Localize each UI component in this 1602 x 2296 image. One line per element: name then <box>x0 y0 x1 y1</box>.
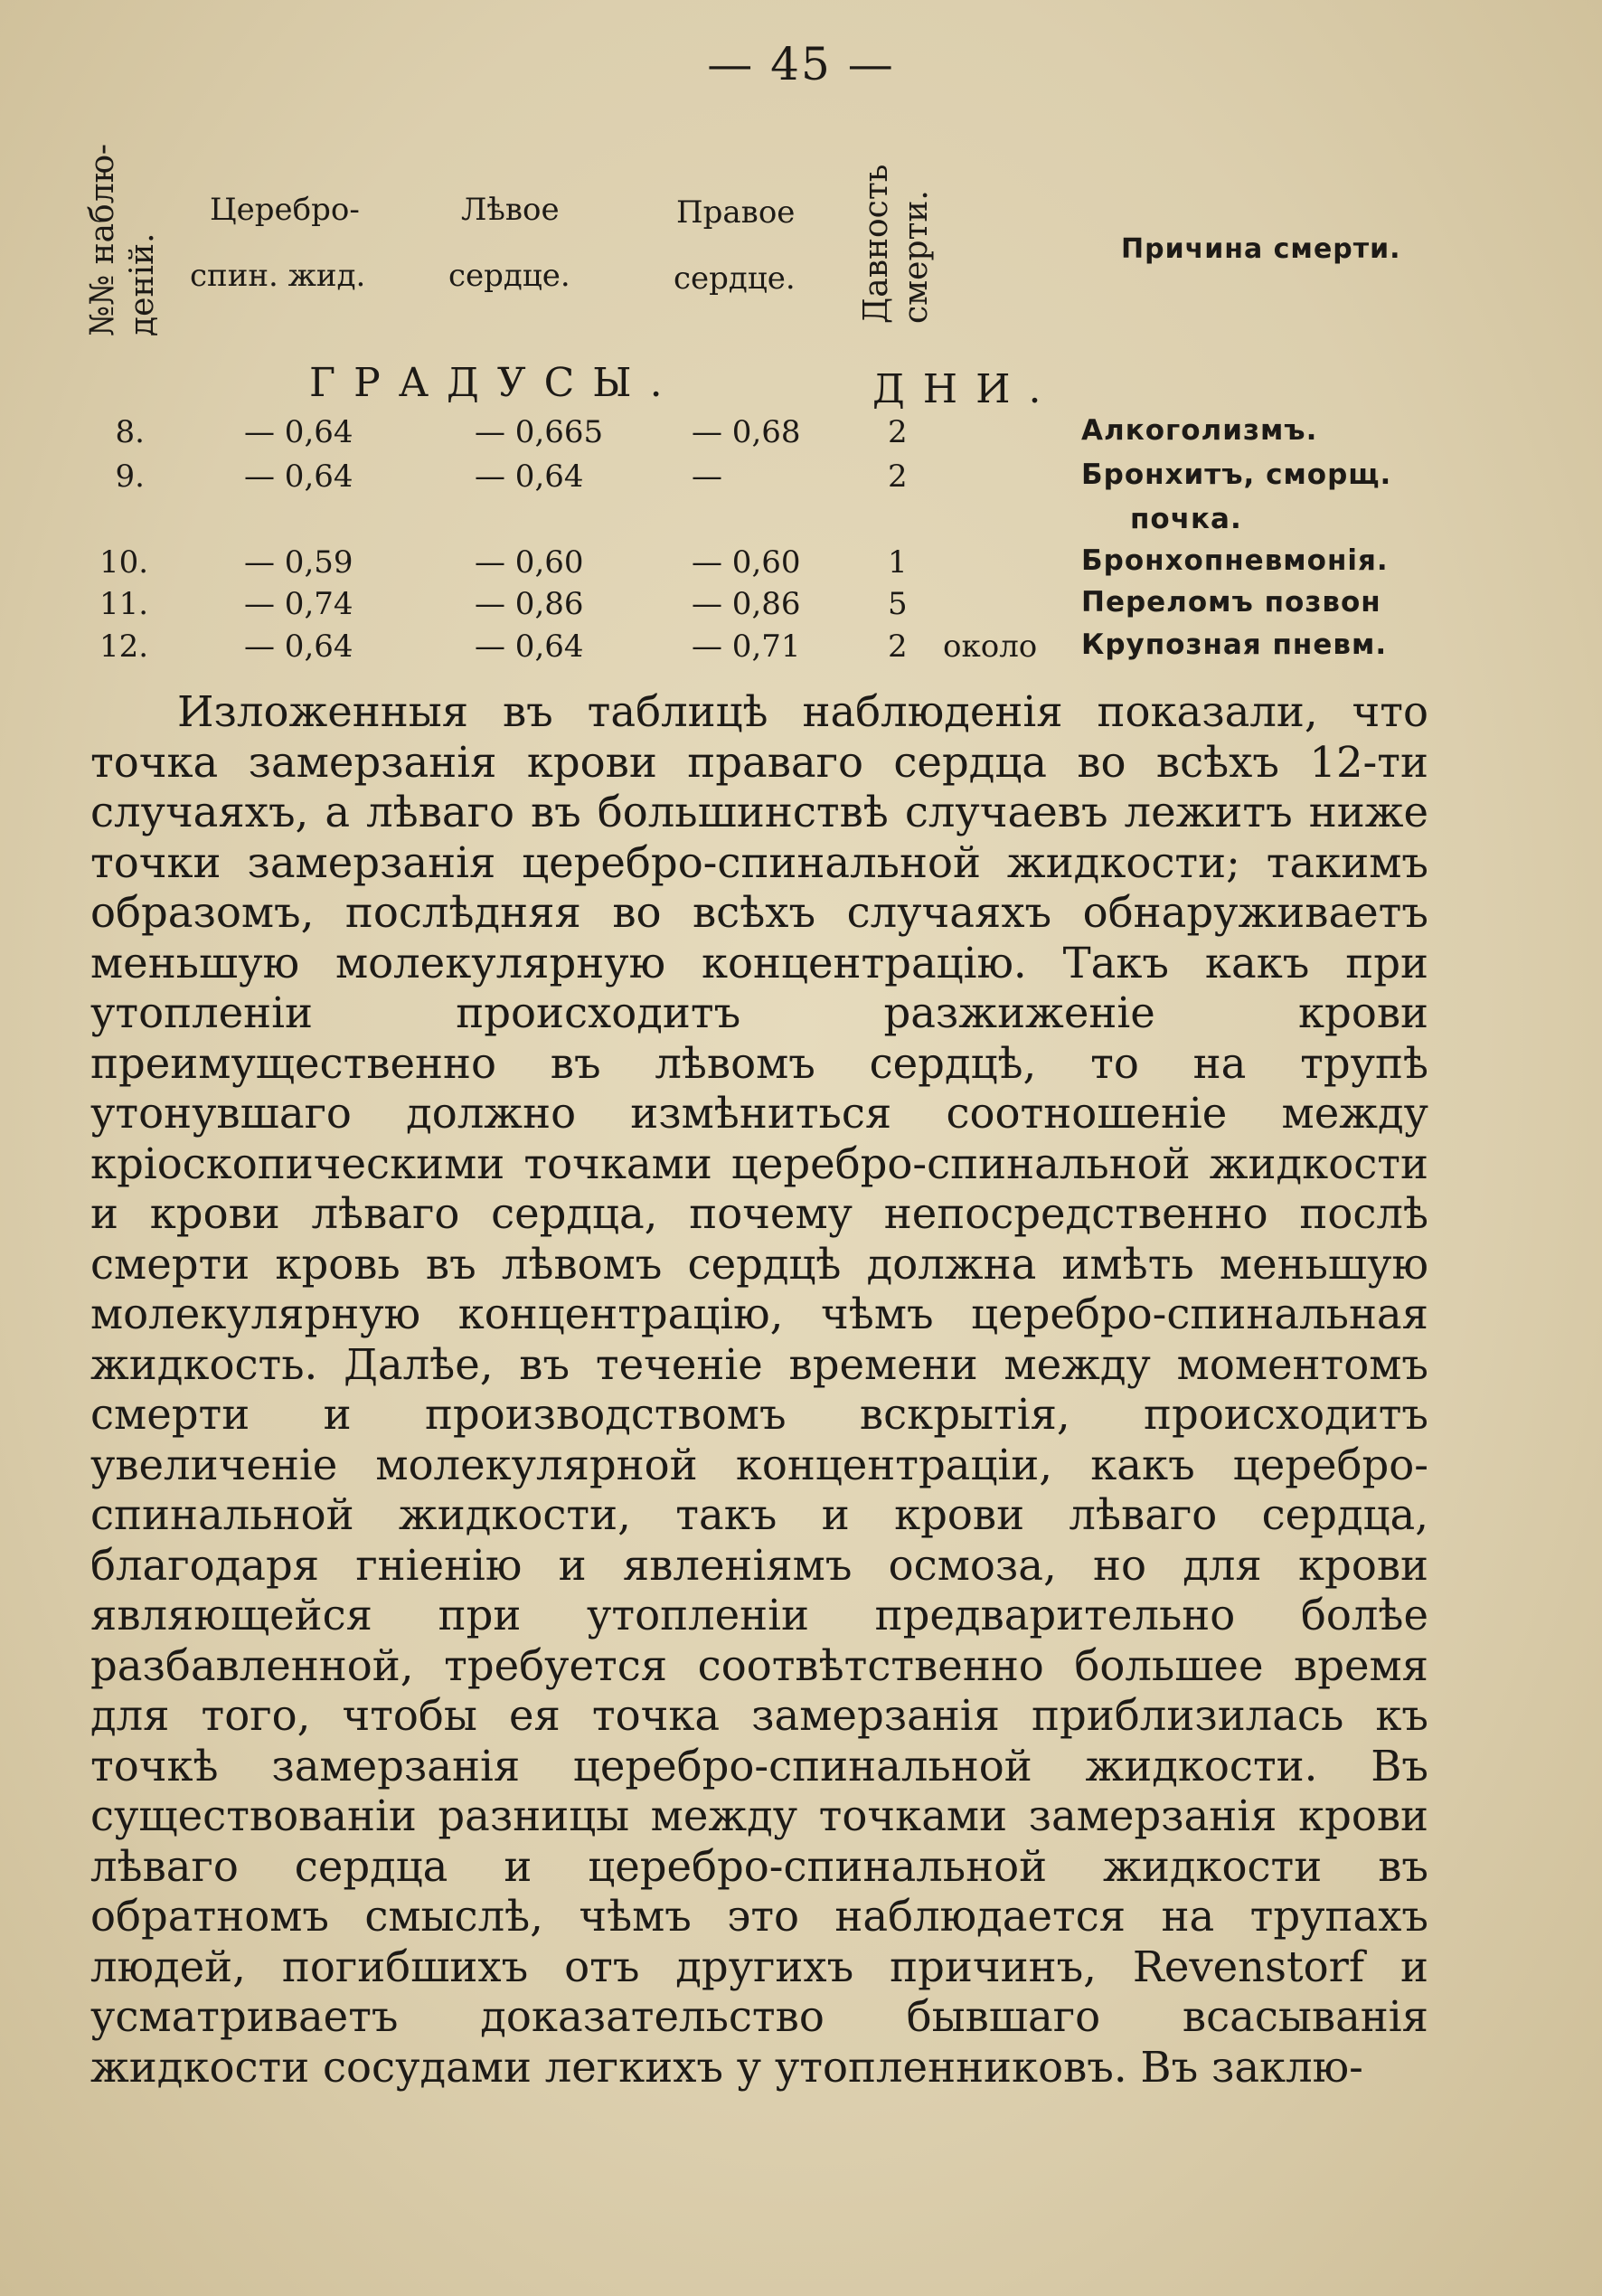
table-row <box>0 544 1602 586</box>
header-duration <box>857 165 937 324</box>
cell-right-heart: — <box>692 458 722 495</box>
cell-cause: Бронхопневмонія. <box>1081 544 1389 577</box>
cell-days: 2 <box>888 414 908 450</box>
cell-right-heart: — 0,86 <box>692 586 801 622</box>
cell-csf: — 0,64 <box>244 414 353 450</box>
page-number: — 45 — <box>707 38 895 90</box>
cell-left-heart: — 0,64 <box>475 458 584 495</box>
header-cause: Причина смерти. <box>1121 233 1401 265</box>
table-row <box>0 586 1602 628</box>
cell-csf: — 0,64 <box>244 628 353 665</box>
header-left-heart-line2: сердце. <box>448 258 570 294</box>
cell-right-heart: — 0,60 <box>692 544 801 581</box>
header-right-heart-line2: сердце. <box>674 260 796 297</box>
header-csf-line2: спин. жид. <box>190 258 366 294</box>
table-row <box>0 458 1602 500</box>
cell-obs-no: 9. <box>115 458 145 495</box>
cell-cause: Алкоголизмъ. <box>1081 414 1318 447</box>
header-obs-no <box>83 144 163 336</box>
body-text <box>90 687 1428 2093</box>
header-duration-line1: Давность <box>858 164 895 324</box>
cell-left-heart: — 0,86 <box>475 586 584 622</box>
cell-obs-no: 11. <box>99 586 149 622</box>
units-days: ДНИ. <box>872 366 1060 412</box>
units-degrees: ГРАДУСЫ. <box>309 360 681 406</box>
cell-right-heart: — 0,71 <box>692 628 801 665</box>
table-row <box>0 628 1602 670</box>
cell-csf: — 0,64 <box>244 458 353 495</box>
cell-right-heart: — 0,68 <box>692 414 801 450</box>
cell-cause: Переломъ позвон <box>1081 586 1381 619</box>
table-row <box>0 503 1602 544</box>
cell-days: 5 <box>888 586 908 622</box>
cell-obs-no: 8. <box>115 414 145 450</box>
header-csf-line1: Церебро- <box>210 192 360 228</box>
cell-days: 2 <box>888 458 908 495</box>
header-obs-no-line1: №№ наблю- <box>84 143 121 336</box>
header-left-heart-line1: Лѣвое <box>461 192 560 228</box>
header-duration-line2: смерти. <box>898 190 935 324</box>
cell-left-heart: — 0,665 <box>475 414 604 450</box>
cell-left-heart: — 0,60 <box>475 544 584 581</box>
header-right-heart-line1: Правое <box>676 194 796 231</box>
cell-csf: — 0,74 <box>244 586 353 622</box>
cell-left-heart: — 0,64 <box>475 628 584 665</box>
cell-note: около <box>943 628 1038 665</box>
cell-obs-no: 12. <box>99 628 149 665</box>
cell-csf: — 0,59 <box>244 544 353 581</box>
cell-obs-no: 10. <box>99 544 149 581</box>
cell-cause: Крупозная пневм. <box>1081 628 1388 661</box>
body-paragraph: Изложенныя въ таблицѣ наблюденія показали, что точка замерзанія крови праваго сердца во всѣхъ 12-ти случаяхъ, а лѣваго въ большинствѣ случаевъ лежитъ ниже точки замерзанія церебро-спинальной жидкости; такимъ образомъ, послѣдняя во всѣхъ случаяхъ обнаруживаетъ меньшую молекулярную концентрацію. Такъ какъ при утопленіи происходитъ разжиженіе крови преимущественно въ лѣвомъ сердцѣ, то на трупѣ утонувшаго должно измѣниться соотношеніе между кріоскопическими точками церебро-спинальной жидкости и крови лѣваго сердца, почему непосредственно послѣ смерти кровь въ лѣвомъ сердцѣ должна имѣть меньшую молекулярную концентрацію, чѣмъ церебро-спинальная жидкость. Далѣе, въ теченіе времени между моментомъ смерти и производствомъ вскрытія, происходитъ увеличеніе молекулярной концентраціи, какъ церебро-спинальной жидкости, такъ и крови лѣваго сердца, благодаря гніенію и явленіямъ осмоза, но для крови являющейся при утопленіи предварительно болѣе разбавленной, требуется соотвѣтственно большее время для того, чтобы ея точка замерзанія приблизилась къ точкѣ замерзанія церебро-спинальной жидкости. Въ существованіи разницы между точками замерзанія крови лѣваго сердца и церебро-спинальной жидкости въ обратномъ смыслѣ, чѣмъ это наблюдается на трупахъ людей, погибшихъ отъ другихъ причинъ, Revenstorf и усматриваетъ доказательство бывшаго всасыванія жидкости сосудами легкихъ у утопленниковъ. Въ заклю- <box>90 687 1428 2092</box>
cell-days: 2 <box>888 628 908 665</box>
table-row <box>0 414 1602 456</box>
header-obs-no-line2: деній. <box>124 232 161 336</box>
cell-cause: почка. <box>1130 503 1242 535</box>
cell-cause: Бронхитъ, сморщ. <box>1081 458 1392 491</box>
cell-days: 1 <box>888 544 908 581</box>
